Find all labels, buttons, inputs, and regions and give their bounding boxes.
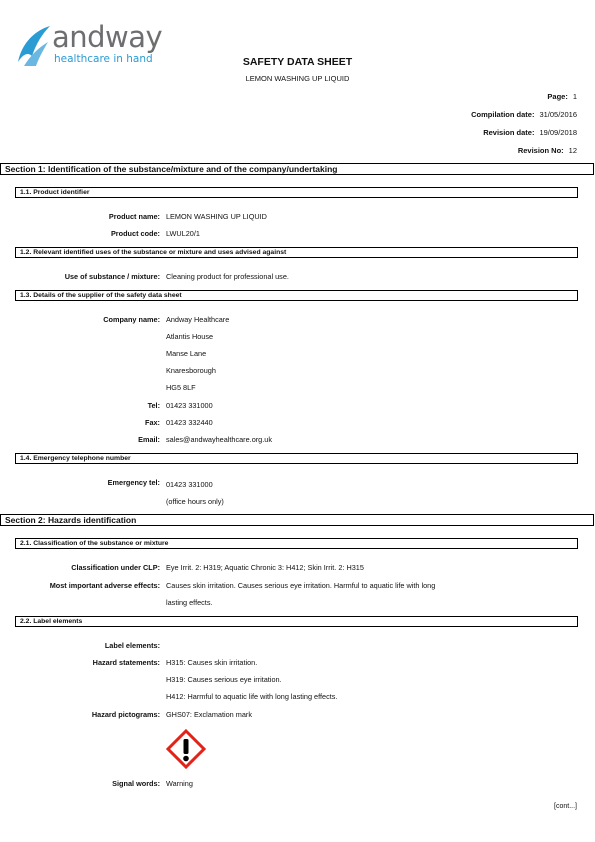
fax-label: Fax: <box>144 418 160 427</box>
meta-page: Page: 1 <box>547 92 577 101</box>
meta-revision-no: Revision No: 12 <box>517 146 577 155</box>
subsection-1-3-header: 1.3. Details of the supplier of the safety data sheet <box>15 290 578 301</box>
hazard-statement: H319: Causes serious eye irritation. <box>166 675 282 684</box>
subsection-2-2-header: 2.2. Label elements <box>15 616 578 627</box>
company-name-label: Company name: <box>103 315 160 324</box>
label-elements-label: Label elements: <box>104 641 160 650</box>
continued-marker: [cont...] <box>554 803 577 810</box>
signal-words-value: Warning <box>166 779 193 788</box>
company-address-line: Knaresborough <box>166 366 216 375</box>
logo-tagline: healthcare in hand <box>54 53 153 65</box>
product-code-value: LWUL20/1 <box>166 229 200 238</box>
adverse-effects-value: lasting effects. <box>166 598 213 607</box>
ghs07-exclamation-icon <box>166 729 206 769</box>
product-code-label: Product code: <box>110 229 160 238</box>
subsection-1-1-header: 1.1. Product identifier <box>15 187 578 198</box>
hazard-pictograms-value: GHS07: Exclamation mark <box>166 710 252 719</box>
use-value: Cleaning product for professional use. <box>166 272 289 281</box>
emergency-tel-label: Emergency tel: <box>107 478 160 487</box>
hazard-statement: H315: Causes skin irritation. <box>166 658 258 667</box>
product-name-value: LEMON WASHING UP LIQUID <box>166 212 267 221</box>
meta-compilation-date: Compilation date: 31/05/2016 <box>471 110 577 119</box>
clp-value: Eye Irrit. 2: H319; Aquatic Chronic 3: H412; Skin Irrit. 2: H315 <box>166 563 364 572</box>
subsection-1-4-header: 1.4. Emergency telephone number <box>15 453 578 464</box>
emergency-tel-value: 01423 331000 <box>166 480 213 489</box>
clp-label: Classification under CLP: <box>71 563 160 572</box>
signal-words-label: Signal words: <box>112 779 160 788</box>
tel-label: Tel: <box>147 401 160 410</box>
section-1-header: Section 1: Identification of the substance/mixture and of the company/undertaking <box>0 163 594 175</box>
document-title: SAFETY DATA SHEET <box>242 56 353 68</box>
adverse-effects-value: Causes skin irritation. Causes serious eye irritation. Harmful to aquatic life with long <box>166 581 436 590</box>
tel-value: 01423 331000 <box>166 401 213 410</box>
adverse-effects-label: Most important adverse effects: <box>49 581 160 590</box>
company-address-line: Manse Lane <box>166 349 207 358</box>
use-label: Use of substance / mixture: <box>64 272 160 281</box>
document-subtitle: LEMON WASHING UP LIQUID <box>245 74 350 83</box>
email-value[interactable]: sales@andwayhealthcare.org.uk <box>166 435 272 444</box>
fax-value: 01423 332440 <box>166 418 213 427</box>
hazard-statements-label: Hazard statements: <box>92 658 160 667</box>
product-name-label: Product name: <box>108 212 160 221</box>
email-label: Email: <box>138 435 160 444</box>
company-address-line: Andway Healthcare <box>166 315 230 324</box>
hazard-pictograms-label: Hazard pictograms: <box>91 710 160 719</box>
meta-revision-date: Revision date: 19/09/2018 <box>483 128 577 137</box>
company-address-line: HG5 8LF <box>166 383 196 392</box>
subsection-2-1-header: 2.1. Classification of the substance or mixture <box>15 538 578 549</box>
emergency-tel-note: (office hours only) <box>166 497 224 506</box>
subsection-1-2-header: 1.2. Relevant identified uses of the substance or mixture and uses advised against <box>15 247 578 258</box>
hazard-statement: H412: Harmful to aquatic life with long lasting effects. <box>166 692 338 701</box>
company-address-line: Atlantis House <box>166 332 214 341</box>
section-2-header: Section 2: Hazards identification <box>0 514 594 526</box>
logo-brand: andway <box>52 20 163 54</box>
